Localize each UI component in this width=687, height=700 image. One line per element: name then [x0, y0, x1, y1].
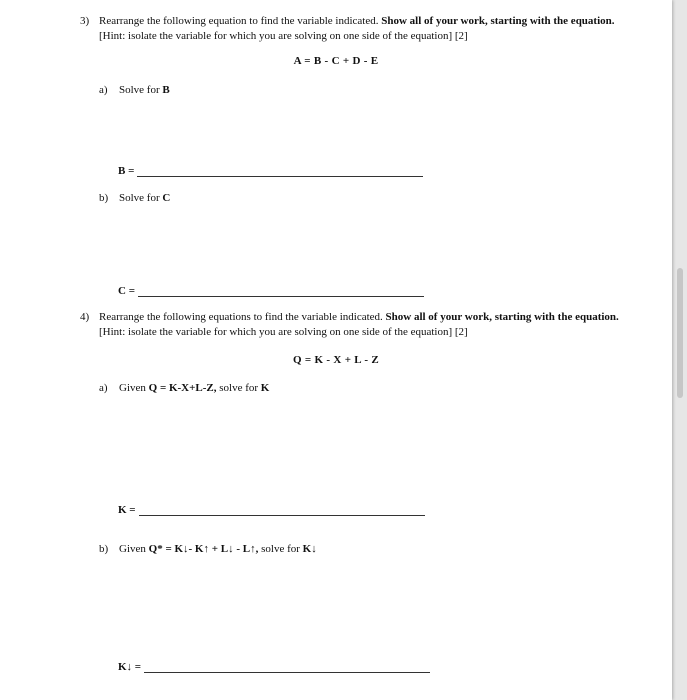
question-4-hint: [Hint: isolate the variable for which you are solving on one side of the equation] [2]	[99, 326, 468, 338]
question-3b-variable: C	[162, 192, 171, 204]
question-4-instruction-bold: Show all of your work, starting with the equation.	[385, 311, 619, 323]
question-4	[80, 310, 625, 340]
question-4b	[99, 543, 317, 555]
question-4a-text2: solve for	[216, 382, 261, 394]
question-4b-variable: K↓	[302, 543, 317, 555]
question-3a-variable: B	[162, 84, 170, 96]
question-4b-answer	[118, 661, 430, 673]
question-3a-answer-line[interactable]	[137, 166, 423, 177]
question-4b-given: Q* = K↓- K↑ + L↓ - L↑,	[148, 543, 259, 555]
question-4a-answer-line[interactable]	[139, 505, 425, 516]
question-4b-text2: solve for	[258, 543, 303, 555]
question-3-instruction-bold: Show all of your work, starting with the equation.	[381, 15, 615, 27]
question-4a-label: a)	[99, 382, 108, 394]
question-3b	[99, 192, 170, 204]
question-4a-answer	[118, 504, 425, 516]
question-4b-text: Given	[119, 543, 149, 555]
question-4-instruction: Rearrange the following equations to find the variable indicated.	[99, 311, 383, 323]
question-3b-answer-line[interactable]	[138, 286, 424, 297]
question-3b-text: Solve for	[119, 192, 163, 204]
scrollbar-thumb[interactable]	[677, 268, 683, 398]
question-3	[80, 14, 625, 44]
question-3-equation: A = B - C + D - E	[293, 55, 379, 67]
question-3a-label: a)	[99, 84, 108, 96]
question-3-number: 3)	[80, 15, 90, 27]
question-3a	[99, 84, 170, 96]
question-3a-text: Solve for	[119, 84, 163, 96]
question-4-number: 4)	[80, 311, 90, 323]
question-3-instruction: Rearrange the following equation to find the variable indicated.	[99, 15, 379, 27]
question-4b-answer-label: K↓ =	[118, 661, 142, 673]
question-4a-given: Q = K-X+L-Z,	[148, 382, 217, 394]
question-4b-answer-line[interactable]	[144, 662, 430, 673]
question-3b-answer	[118, 285, 424, 297]
question-4a-variable: K	[260, 382, 270, 394]
question-4-equation: Q = K - X + L - Z	[292, 354, 380, 366]
question-3a-answer-label: B =	[118, 165, 135, 177]
question-3-hint: [Hint: isolate the variable for which you are solving on one side of the equation] [2]	[99, 30, 468, 42]
question-3b-label: b)	[99, 192, 109, 204]
question-4a-answer-label: K =	[118, 504, 136, 516]
question-4a	[99, 382, 269, 394]
question-4a-text: Given	[119, 382, 149, 394]
question-4b-label: b)	[99, 543, 109, 555]
question-3b-answer-label: C =	[118, 285, 135, 297]
question-3a-answer	[118, 165, 423, 177]
